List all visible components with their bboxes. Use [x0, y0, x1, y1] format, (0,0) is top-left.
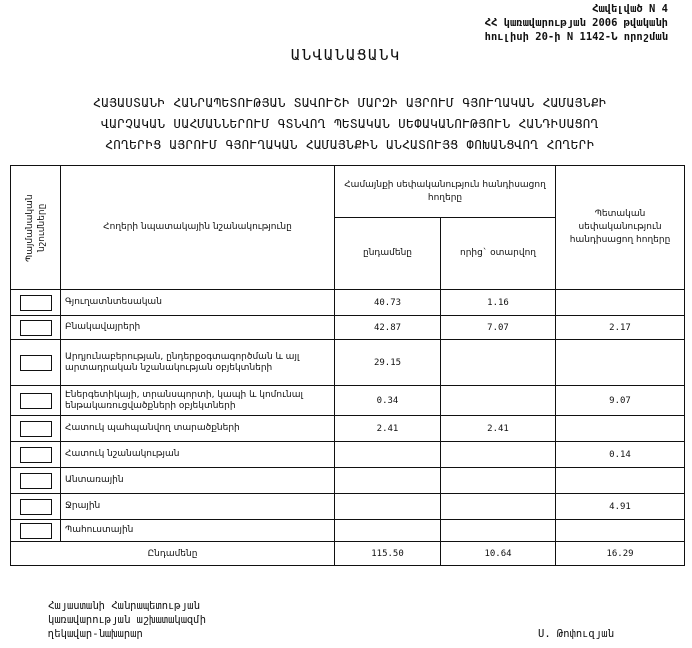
annex-number: Հավելված N 4 [592, 3, 668, 15]
row-total: 29.15 [335, 340, 441, 386]
row-symbol-cell [11, 494, 61, 520]
row-total [335, 442, 441, 468]
symbol-box [20, 447, 52, 463]
row-state: 9.07 [556, 386, 685, 416]
row-alienated: 1.16 [441, 290, 556, 316]
footer-line-1: Հայաստանի Հանրապետության [48, 600, 200, 612]
row-symbol-cell [11, 416, 61, 442]
row-total [335, 494, 441, 520]
row-symbol-cell [11, 468, 61, 494]
totals-state: 16.29 [556, 542, 685, 566]
row-state: 0.14 [556, 442, 685, 468]
row-alienated: 7.07 [441, 316, 556, 340]
row-land-purpose: Արդյունաբերության, ընդերքօգտագործման և այլ արտադրական նշանակության օբյեկտների [61, 340, 335, 386]
table-row [11, 316, 685, 340]
totals-alienated: 10.64 [441, 542, 556, 566]
row-land-purpose: Գյուղատնտեսական [61, 290, 335, 316]
row-alienated [441, 494, 556, 520]
header-total: ընդամենը [335, 218, 441, 290]
table-row [11, 416, 685, 442]
symbol-box [20, 499, 52, 515]
row-state: 4.91 [556, 494, 685, 520]
row-land-purpose: Հատուկ նշանակության [61, 442, 335, 468]
symbol-box [20, 523, 52, 539]
land-table [10, 165, 685, 566]
table-row [11, 340, 685, 386]
table-row [11, 468, 685, 494]
totals-row [11, 542, 685, 566]
row-land-purpose: Անտառային [61, 468, 335, 494]
annex-date: հուլիսի 20-ի N 1142-Ն որոշման [484, 31, 668, 43]
row-state [556, 468, 685, 494]
symbol-box [20, 355, 52, 371]
footer-line-2: կառավարության աշխատակազմի [48, 614, 207, 626]
row-total: 42.87 [335, 316, 441, 340]
symbol-box [20, 295, 52, 311]
table-row [11, 494, 685, 520]
header-symbols: Պայմանական նշումները [11, 166, 61, 290]
row-symbol-cell [11, 520, 61, 542]
subtitle-line-1: ՀԱՅԱՍՏԱՆԻ ՀԱՆՐԱՊԵՏՈՒԹՅԱՆ ՏԱՎՈՒՇԻ ՄԱՐԶԻ ԱՅՐՈՒՄ ԳՅՈՒՂԱԿԱՆ ՀԱՄԱՅՆՔԻ [93, 95, 607, 110]
row-alienated [441, 520, 556, 542]
header-alienated: որից` օտարվող [441, 218, 556, 290]
row-alienated [441, 468, 556, 494]
footer-signature-block [48, 599, 206, 641]
row-state [556, 290, 685, 316]
table-row [11, 386, 685, 416]
document-subtitle [20, 92, 680, 155]
subtitle-line-2: ՎԱՐՉԱԿԱՆ ՍԱՀՄԱՆՆԵՐՈՒՄ ԳՏՆՎՈՂ ՊԵՏԱԿԱՆ ՍԵՓԱԿԱՆՈՒԹՅՈՒՆ ՀԱՆԴԻՍԱՑՈՂ [101, 116, 599, 131]
row-state: 2.17 [556, 316, 685, 340]
row-symbol-cell [11, 340, 61, 386]
annex-header [485, 2, 668, 44]
header-land-purpose: Հողերի նպատակային նշանակությունը [61, 166, 335, 290]
signer-name: Ս. Թոփուզյան [538, 628, 614, 640]
row-alienated [441, 340, 556, 386]
symbol-box [20, 320, 52, 336]
document-title: ԱՆՎԱՆԱՑԱՆԿ [290, 46, 402, 64]
header-state-lands: Պետական սեփականություն հանդիսացող հողերը [556, 166, 685, 290]
row-state [556, 340, 685, 386]
totals-total: 115.50 [335, 542, 441, 566]
row-alienated [441, 386, 556, 416]
symbol-box [20, 421, 52, 437]
row-land-purpose: Ջրային [61, 494, 335, 520]
table-row [11, 290, 685, 316]
row-symbol-cell [11, 386, 61, 416]
table-row [11, 520, 685, 542]
row-symbol-cell [11, 290, 61, 316]
row-alienated [441, 442, 556, 468]
row-total: 40.73 [335, 290, 441, 316]
row-total: 2.41 [335, 416, 441, 442]
row-alienated: 2.41 [441, 416, 556, 442]
symbol-box [20, 473, 52, 489]
row-total: 0.34 [335, 386, 441, 416]
subtitle-line-3: ՀՈՂԵՐԻՑ ԱՅՐՈՒՄ ԳՅՈՒՂԱԿԱՆ ՀԱՄԱՅՆՔԻՆ ԱՆՀԱՏՈՒՅՑ ՓՈԽԱՆՑՎՈՂ ՀՈՂԵՐԻ [105, 137, 595, 152]
row-symbol-cell [11, 442, 61, 468]
table-body [11, 290, 685, 542]
row-symbol-cell [11, 316, 61, 340]
row-land-purpose: Էներգետիկայի, տրանսպորտի, կապի և կոմունալ ենթակառուցվածքների օբյեկտների [61, 386, 335, 416]
row-state [556, 520, 685, 542]
footer-line-3: ղեկավար-նախարար [48, 628, 143, 640]
symbol-box [20, 393, 52, 409]
header-community-lands: Համայնքի սեփականություն հանդիսացող հողերը [335, 166, 556, 218]
row-land-purpose: Բնակավայրերի [61, 316, 335, 340]
row-land-purpose: Պահուստային [61, 520, 335, 542]
row-total [335, 468, 441, 494]
row-total [335, 520, 441, 542]
table-row [11, 442, 685, 468]
row-state [556, 416, 685, 442]
row-land-purpose: Հատուկ պահպանվող տարածքների [61, 416, 335, 442]
annex-decision: ՀՀ կառավարության 2006 թվականի [484, 17, 668, 29]
totals-label: Ընդամենը [11, 542, 335, 566]
